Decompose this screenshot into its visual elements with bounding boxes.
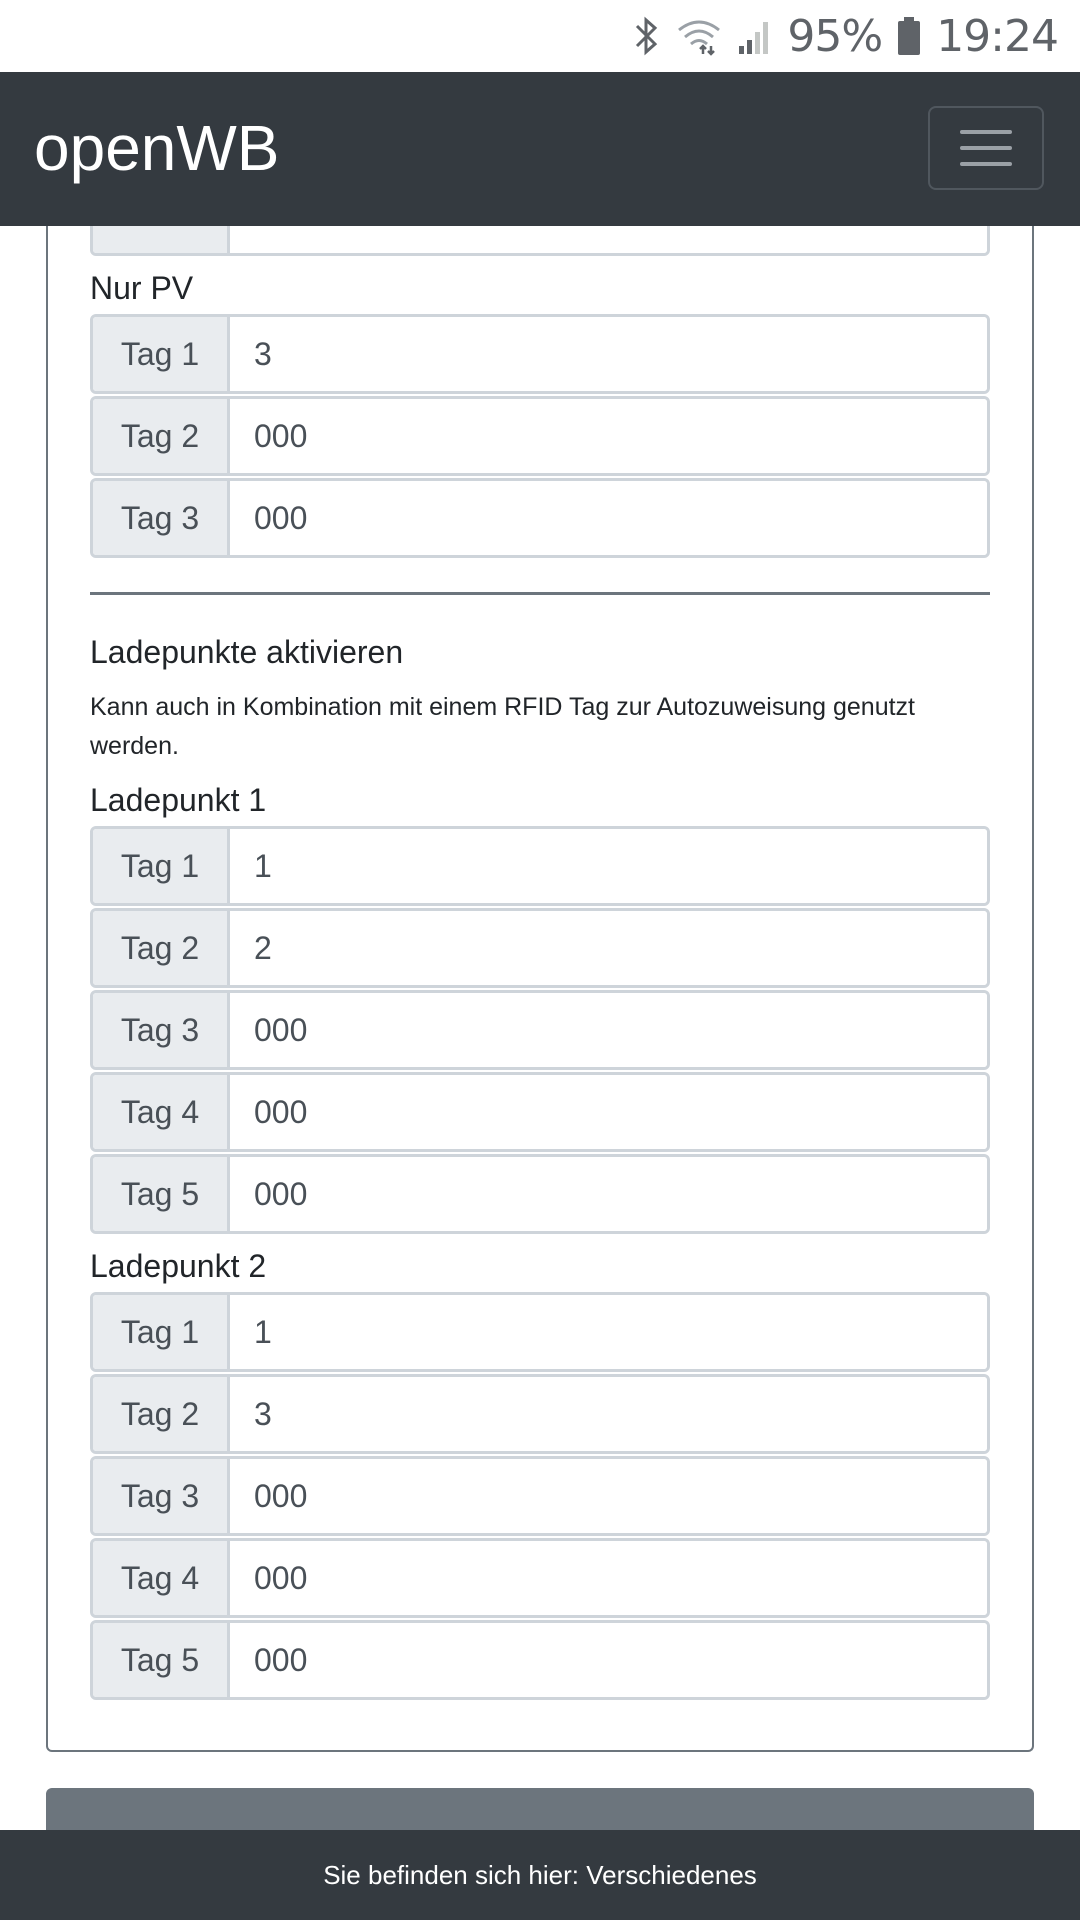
input-prepend: Tag 3 [93,481,230,555]
nur-pv-tag-1[interactable] [90,314,990,394]
tag-input[interactable] [230,1157,987,1231]
input-prepend: Tag 3 [93,1459,230,1533]
input-prepend: Tag 5 [93,1623,230,1697]
input-prepend: Tag 5 [93,1157,230,1231]
tag-input[interactable] [230,1623,987,1697]
ladepunkte-help-text: Kann auch in Kombination mit einem RFID Tag zur Autozuweisung genutzt werden. [90,693,915,760]
signal-icon [737,16,773,56]
lp2-tag-2[interactable] [90,1374,990,1454]
tag-input[interactable] [230,829,987,903]
tag-input[interactable] [230,1295,987,1369]
nur-pv-tag-3[interactable] [90,478,990,558]
input-prepend: Tag 2 [93,1377,230,1451]
clock: 19:24 [936,10,1058,62]
lp2-tag-4[interactable] [90,1538,990,1618]
lp1-tag-3[interactable] [90,990,990,1070]
tag-input[interactable] [230,1377,987,1451]
status-bar [0,0,1080,72]
lp2-tag-1[interactable] [90,1292,990,1372]
battery-icon [896,15,922,57]
nur-pv-label: Nur PV [90,270,194,306]
lp1-tag-4[interactable] [90,1072,990,1152]
bluetooth-icon [633,15,661,57]
battery-percent: 95% [787,10,883,62]
tag-input[interactable] [230,399,987,473]
lp2-tag-3[interactable] [90,1456,990,1536]
input-prepend: Tag 4 [93,1075,230,1149]
tag-input[interactable] [230,911,987,985]
hamburger-icon-line [960,162,1012,166]
tag-input[interactable] [230,1541,987,1615]
lp2-tag-5[interactable] [90,1620,990,1700]
hamburger-icon-line [960,130,1012,134]
lp1-tag-1[interactable] [90,826,990,906]
footer-location: Sie befinden sich hier: Verschiedenes [0,1830,1080,1920]
input-prepend: Tag 1 [93,829,230,903]
ladepunkt-2-label: Ladepunkt 2 [90,1248,267,1284]
input-prepend: Tag 2 [93,399,230,473]
navbar [0,72,1080,226]
input-prepend: Tag 3 [93,993,230,1067]
wifi-icon [675,16,723,56]
tag-input[interactable] [230,1459,987,1533]
brand-logo[interactable]: openWB [34,112,280,184]
hamburger-icon-line [960,146,1012,150]
input-prepend: Tag 2 [93,911,230,985]
ladepunkte-heading: Ladepunkte aktivieren [90,634,404,670]
nur-pv-tag-2[interactable] [90,396,990,476]
ladepunkt-1-label: Ladepunkt 1 [90,782,267,818]
tag-input[interactable] [230,481,987,555]
menu-toggle-button[interactable] [928,106,1044,190]
tag-input[interactable] [230,993,987,1067]
tag-input[interactable] [230,317,987,391]
input-prepend: Tag 1 [93,1295,230,1369]
lp1-tag-5[interactable] [90,1154,990,1234]
input-prepend: Tag 1 [93,317,230,391]
tag-input[interactable] [230,1075,987,1149]
section-divider [90,592,990,595]
input-prepend: Tag 4 [93,1541,230,1615]
lp1-tag-2[interactable] [90,908,990,988]
